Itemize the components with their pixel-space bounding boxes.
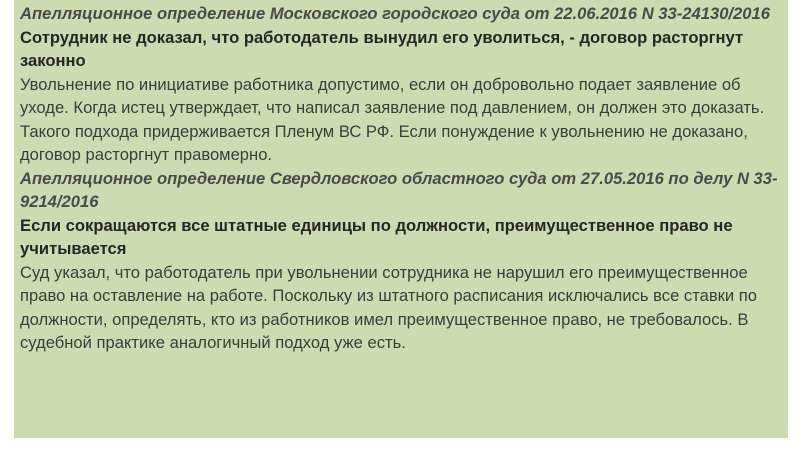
case-citation-2: Апелляционное определение Свердловского областного суда от 27.05.2016 по делу N 33-9214/2016 [20, 168, 778, 211]
case-citation-1: Апелляционное определение Московского городского суда от 22.06.2016 N 33-24130/2016 [20, 4, 770, 23]
case-headline-1: Сотрудник не доказал, что работодатель вынудил его уволиться, - договор расторгнут законно [20, 27, 744, 70]
document-content [20, 2, 786, 355]
document-slide [14, 0, 788, 438]
case-summary-1: Увольнение по инициативе работника допустимо, если он добровольно подает заявление об уходе. Когда истец утверждает, что написал заявление под давлением, он должен это доказать. Такого подхода придерживается Пленум ВС РФ. Если понуждение к увольнению не доказано, договор расторгнут правомерно. [20, 74, 765, 164]
case-headline-2: Если сокращаются все штатные единицы по должности, преимущественное право не учитывается [20, 215, 733, 258]
case-summary-2: Суд указал, что работодатель при увольнении сотрудника не нарушил его преимущественное право на оставление на работе. Поскольку из штатного расписания исключались все ставки по должности, определять, кто из работников имел преимущественное право, не требовалось. В судебной практике аналогичный подход уже есть. [20, 262, 758, 352]
